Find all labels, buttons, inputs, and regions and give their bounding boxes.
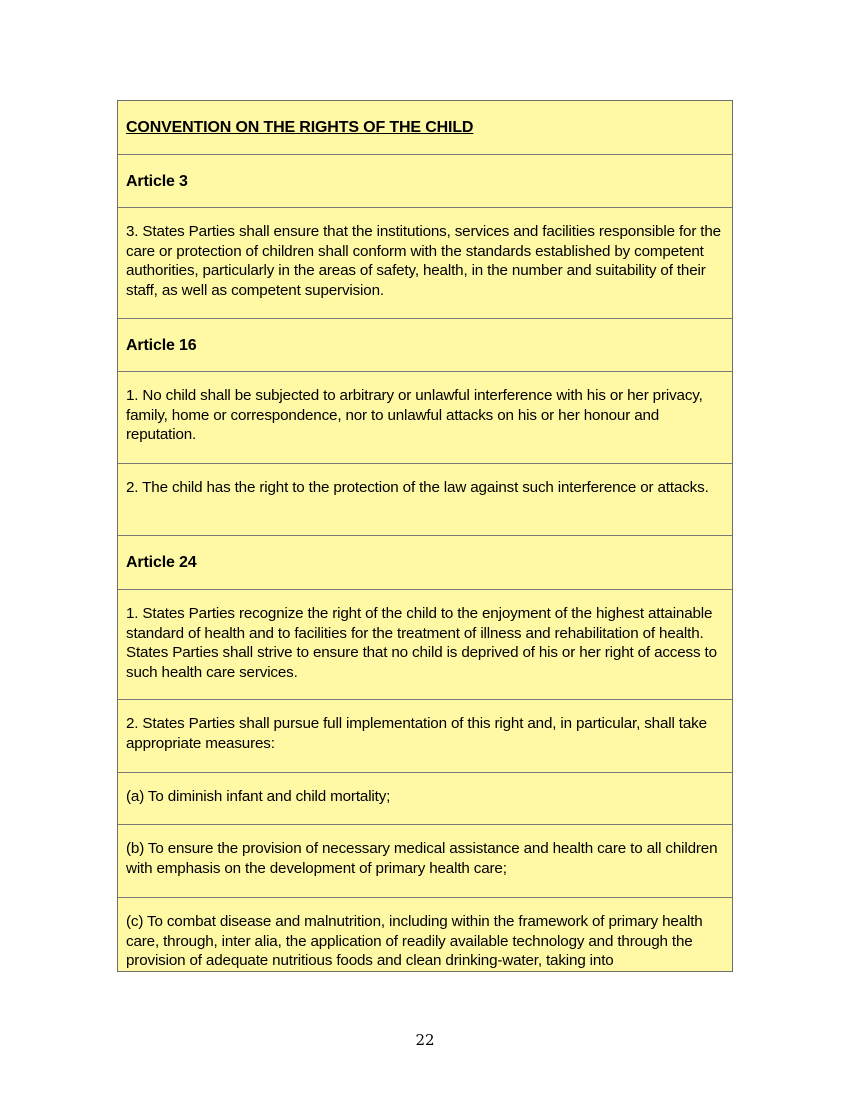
page-number: 22 — [415, 1031, 435, 1049]
article-text-row: (b) To ensure the provision of necessary medical assistance and health care to all children with emphasis on the development of primary health care; — [118, 825, 732, 898]
article-heading-row: Article 24 — [118, 536, 732, 590]
document-title: CONVENTION ON THE RIGHTS OF THE CHILD — [126, 119, 474, 136]
article-text-row: 3. States Parties shall ensure that the institutions, services and facilities responsible for the care or protection of children shall conform with the standards established by competent authorities, particularly in the areas of safety, health, in the number and suitability of their staff, as well as competent supervision. — [118, 208, 732, 319]
article-text-row: 2. The child has the right to the protection of the law against such interference or attacks. — [118, 464, 732, 536]
article-text-row: 1. No child shall be subjected to arbitrary or unlawful interference with his or her privacy, family, home or correspondence, nor to unlawful attacks on his or her honour and reputation. — [118, 372, 732, 464]
article-heading-row: Article 3 — [118, 155, 732, 208]
article-heading-row: Article 16 — [118, 319, 732, 372]
article-text-row: 2. States Parties shall pursue full implementation of this right and, in particular, shall take appropriate measures: — [118, 700, 732, 773]
article-text-row: (c) To combat disease and malnutrition, including within the framework of primary health care, through, inter alia, the application of readily available technology and through the provision of adequate nutritious foods and clean drinking-water, taking into — [126, 913, 703, 969]
article-text-row: (a) To diminish infant and child mortality; — [118, 773, 732, 825]
table-title-row — [118, 101, 732, 155]
convention-table — [117, 100, 733, 972]
article-text-row: 1. States Parties recognize the right of the child to the enjoyment of the highest attainable standard of health and to facilities for the treatment of illness and rehabilitation of health. States Parties shall strive to ensure that no child is deprived of his or her right of access to such health care services. — [118, 590, 732, 700]
